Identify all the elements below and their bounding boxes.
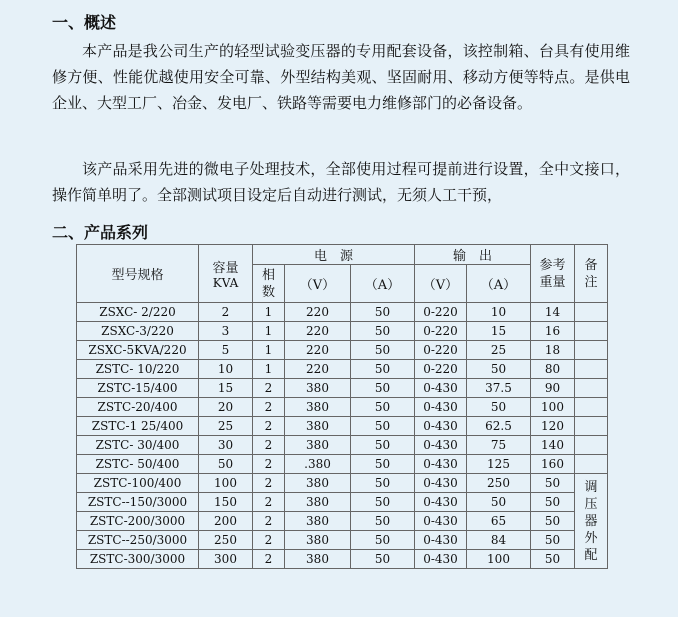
overview-paragraph-1: 本产品是我公司生产的轻型试验变压器的专用配套设备，该控制箱、台具有使用维修方便、性能优越使用安全可靠、外型结构美观、坚固耐用、移动方便等特点。是供电企业、大型工厂、冶金、发电厂、铁路等需要电力维修部门的必备设备。 xyxy=(52,42,630,112)
table-row xyxy=(77,417,608,436)
cell-weight: 50 xyxy=(531,474,575,493)
cell-model: ZSTC-100/400 xyxy=(77,474,199,493)
cell-power-a: 50 xyxy=(351,341,415,360)
header-remark xyxy=(575,245,608,303)
cell-output-a: 62.5 xyxy=(467,417,531,436)
cell-capacity: 150 xyxy=(199,493,253,512)
cell-model: ZSTC-200/3000 xyxy=(77,512,199,531)
table-row xyxy=(77,303,608,322)
cell-output-a: 100 xyxy=(467,550,531,569)
cell-power-v: 380 xyxy=(285,417,351,436)
cell-weight: 50 xyxy=(531,531,575,550)
cell-power-v: 380 xyxy=(285,398,351,417)
overview-paragraph-2: 该产品采用先进的微电子处理技术，全部使用过程可提前进行设置，全中文接口，操作简单明了。全部测试项目设定后自动进行测试，无须人工干预， xyxy=(52,160,630,204)
table-row xyxy=(77,360,608,379)
cell-model: ZSXC- 2/220 xyxy=(77,303,199,322)
cell-capacity: 2 xyxy=(199,303,253,322)
cell-phases: 2 xyxy=(253,379,285,398)
cell-remark xyxy=(575,436,608,455)
cell-output-a: 37.5 xyxy=(467,379,531,398)
cell-model: ZSXC-5KVA/220 xyxy=(77,341,199,360)
cell-power-a: 50 xyxy=(351,417,415,436)
cell-output-a: 65 xyxy=(467,512,531,531)
cell-output-a: 25 xyxy=(467,341,531,360)
cell-power-a: 50 xyxy=(351,455,415,474)
table-row xyxy=(77,398,608,417)
header-output: 输 出 xyxy=(415,245,531,265)
cell-output-a: 50 xyxy=(467,398,531,417)
table-row xyxy=(77,455,608,474)
cell-model: ZSTC-300/3000 xyxy=(77,550,199,569)
header-power-v: （V） xyxy=(285,265,351,303)
cell-power-a: 50 xyxy=(351,360,415,379)
header-power-a: （A） xyxy=(351,265,415,303)
cell-power-v: 380 xyxy=(285,474,351,493)
cell-phases: 2 xyxy=(253,398,285,417)
cell-power-v: 380 xyxy=(285,493,351,512)
cell-remark xyxy=(575,360,608,379)
cell-weight: 16 xyxy=(531,322,575,341)
cell-model: ZSXC-3/220 xyxy=(77,322,199,341)
cell-remark xyxy=(575,303,608,322)
cell-model: ZSTC-1 25/400 xyxy=(77,417,199,436)
cell-phases: 2 xyxy=(253,550,285,569)
header-output-v: （V） xyxy=(415,265,467,303)
cell-capacity: 30 xyxy=(199,436,253,455)
cell-power-a: 50 xyxy=(351,512,415,531)
cell-output-v: 0-430 xyxy=(415,493,467,512)
table-row xyxy=(77,474,608,493)
cell-power-a: 50 xyxy=(351,550,415,569)
cell-capacity: 15 xyxy=(199,379,253,398)
table-row xyxy=(77,550,608,569)
cell-output-v: 0-430 xyxy=(415,455,467,474)
cell-output-a: 250 xyxy=(467,474,531,493)
cell-output-a: 75 xyxy=(467,436,531,455)
cell-output-a: 84 xyxy=(467,531,531,550)
cell-phases: 2 xyxy=(253,512,285,531)
cell-output-a: 10 xyxy=(467,303,531,322)
cell-model: ZSTC- 50/400 xyxy=(77,455,199,474)
cell-output-v: 0-430 xyxy=(415,531,467,550)
cell-weight: 50 xyxy=(531,512,575,531)
section-heading-product-series: 二、产品系列 xyxy=(52,223,149,242)
header-phases xyxy=(253,265,285,303)
cell-capacity: 5 xyxy=(199,341,253,360)
header-weight-label: 参考重量 xyxy=(539,257,566,290)
cell-weight: 80 xyxy=(531,360,575,379)
header-remark-label: 备注 xyxy=(584,257,598,290)
cell-model: ZSTC-15/400 xyxy=(77,379,199,398)
cell-remark xyxy=(575,417,608,436)
table-row xyxy=(77,436,608,455)
cell-power-a: 50 xyxy=(351,493,415,512)
cell-power-a: 50 xyxy=(351,303,415,322)
cell-remark xyxy=(575,455,608,474)
cell-model: ZSTC- 10/220 xyxy=(77,360,199,379)
cell-capacity: 3 xyxy=(199,322,253,341)
cell-weight: 18 xyxy=(531,341,575,360)
cell-remark-note xyxy=(575,474,608,569)
cell-phases: 2 xyxy=(253,531,285,550)
cell-power-v: 380 xyxy=(285,531,351,550)
cell-phases: 2 xyxy=(253,493,285,512)
cell-output-v: 0-430 xyxy=(415,474,467,493)
cell-power-a: 50 xyxy=(351,436,415,455)
cell-phases: 1 xyxy=(253,360,285,379)
cell-power-v: 380 xyxy=(285,550,351,569)
table-row xyxy=(77,322,608,341)
cell-phases: 1 xyxy=(253,303,285,322)
cell-power-a: 50 xyxy=(351,398,415,417)
cell-capacity: 20 xyxy=(199,398,253,417)
cell-weight: 100 xyxy=(531,398,575,417)
remark-note-text: 调压器外配 xyxy=(584,479,598,563)
cell-power-v: 380 xyxy=(285,379,351,398)
cell-output-v: 0-220 xyxy=(415,303,467,322)
cell-output-v: 0-430 xyxy=(415,550,467,569)
cell-output-a: 125 xyxy=(467,455,531,474)
cell-capacity: 50 xyxy=(199,455,253,474)
cell-power-v: 220 xyxy=(285,360,351,379)
cell-remark xyxy=(575,341,608,360)
cell-model: ZSTC--250/3000 xyxy=(77,531,199,550)
cell-capacity: 25 xyxy=(199,417,253,436)
header-capacity-label: 容量 xyxy=(212,261,239,276)
cell-weight: 90 xyxy=(531,379,575,398)
cell-phases: 2 xyxy=(253,455,285,474)
cell-output-v: 0-430 xyxy=(415,512,467,531)
cell-weight: 140 xyxy=(531,436,575,455)
cell-remark xyxy=(575,322,608,341)
cell-capacity: 300 xyxy=(199,550,253,569)
cell-capacity: 100 xyxy=(199,474,253,493)
cell-capacity: 250 xyxy=(199,531,253,550)
cell-power-v: .380 xyxy=(285,455,351,474)
cell-power-a: 50 xyxy=(351,379,415,398)
table-row xyxy=(77,531,608,550)
cell-model: ZSTC--150/3000 xyxy=(77,493,199,512)
cell-power-v: 380 xyxy=(285,436,351,455)
cell-power-v: 380 xyxy=(285,512,351,531)
cell-output-v: 0-220 xyxy=(415,360,467,379)
header-power: 电 源 xyxy=(253,245,415,265)
cell-phases: 2 xyxy=(253,474,285,493)
cell-power-v: 220 xyxy=(285,322,351,341)
section-heading-overview: 一、概述 xyxy=(52,13,117,32)
header-model: 型号规格 xyxy=(77,245,199,303)
cell-power-a: 50 xyxy=(351,322,415,341)
cell-weight: 50 xyxy=(531,550,575,569)
cell-power-v: 220 xyxy=(285,303,351,322)
cell-weight: 14 xyxy=(531,303,575,322)
header-phases-label: 相数 xyxy=(261,267,275,300)
cell-model: ZSTC- 30/400 xyxy=(77,436,199,455)
product-series-table xyxy=(76,244,608,569)
table-row xyxy=(77,379,608,398)
cell-capacity: 10 xyxy=(199,360,253,379)
cell-capacity: 200 xyxy=(199,512,253,531)
cell-phases: 2 xyxy=(253,436,285,455)
table-row xyxy=(77,493,608,512)
cell-output-v: 0-430 xyxy=(415,398,467,417)
header-capacity-unit: KVA xyxy=(212,276,239,290)
cell-output-v: 0-430 xyxy=(415,379,467,398)
cell-weight: 120 xyxy=(531,417,575,436)
cell-output-v: 0-430 xyxy=(415,436,467,455)
cell-output-a: 50 xyxy=(467,360,531,379)
cell-output-a: 15 xyxy=(467,322,531,341)
cell-phases: 1 xyxy=(253,322,285,341)
cell-weight: 160 xyxy=(531,455,575,474)
table-row xyxy=(77,512,608,531)
header-weight xyxy=(531,245,575,303)
cell-output-v: 0-430 xyxy=(415,417,467,436)
cell-output-a: 50 xyxy=(467,493,531,512)
header-output-a: （A） xyxy=(467,265,531,303)
table-row xyxy=(77,341,608,360)
header-capacity xyxy=(199,245,253,303)
cell-phases: 2 xyxy=(253,417,285,436)
cell-remark xyxy=(575,379,608,398)
cell-power-a: 50 xyxy=(351,474,415,493)
cell-output-v: 0-220 xyxy=(415,322,467,341)
cell-remark xyxy=(575,398,608,417)
cell-output-v: 0-220 xyxy=(415,341,467,360)
cell-weight: 50 xyxy=(531,493,575,512)
cell-power-a: 50 xyxy=(351,531,415,550)
cell-phases: 1 xyxy=(253,341,285,360)
cell-power-v: 220 xyxy=(285,341,351,360)
cell-model: ZSTC-20/400 xyxy=(77,398,199,417)
